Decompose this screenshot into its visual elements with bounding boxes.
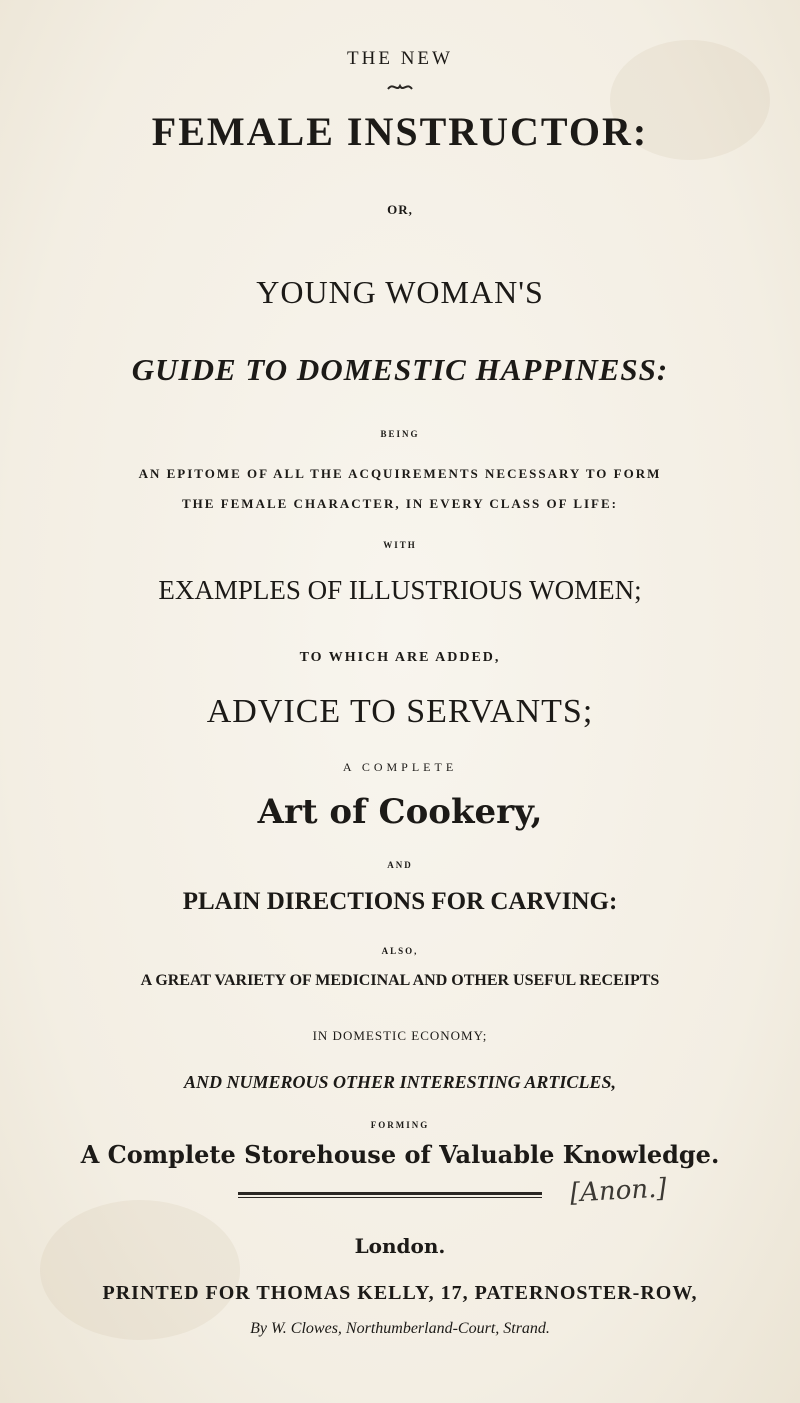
- london-label: London.: [354, 1234, 446, 1258]
- advice-heading: ADVICE TO SERVANTS;: [206, 693, 594, 730]
- the-new: THE NEW: [347, 48, 453, 69]
- with-label: WITH: [383, 540, 417, 550]
- also-label: ALSO,: [381, 946, 419, 956]
- ornament-icon: [386, 80, 414, 94]
- a-complete: A COMPLETE: [342, 760, 458, 774]
- plain-directions: PLAIN DIRECTIONS FOR CARVING:: [182, 888, 618, 915]
- and-label: AND: [387, 860, 413, 870]
- examples-heading: EXAMPLES OF ILLUSTRIOUS WOMEN;: [158, 575, 642, 605]
- great-variety: A GREAT VARIETY OF MEDICINAL AND OTHER USEFUL RECEIPTS: [140, 972, 660, 989]
- main-title: FEMALE INSTRUCTOR:: [151, 109, 649, 154]
- being-label: BEING: [380, 429, 420, 439]
- numerous-articles: AND NUMEROUS OTHER INTERESTING ARTICLES,: [184, 1072, 616, 1092]
- or-label: OR,: [387, 202, 413, 217]
- printer-line: By W. Clowes, Northumberland-Court, Strand.: [250, 1320, 550, 1337]
- handwritten-annotation: [Anon.]: [569, 1173, 668, 1209]
- printed-for: PRINTED FOR THOMAS KELLY, 17, PATERNOSTER-ROW,: [102, 1282, 698, 1304]
- storehouse-line: A Complete Storehouse of Valuable Knowledge.: [80, 1140, 720, 1169]
- young-womans: YOUNG WOMAN'S: [256, 274, 544, 310]
- art-of-cookery: Art of Cookery,: [257, 792, 543, 832]
- divider-rule-thin: [238, 1197, 542, 1198]
- in-domestic-economy: IN DOMESTIC ECONOMY;: [312, 1028, 488, 1043]
- paper-stain: [40, 1200, 240, 1340]
- to-which-added: TO WHICH ARE ADDED,: [299, 650, 501, 665]
- forming-label: FORMING: [370, 1120, 430, 1130]
- guide-title: GUIDE TO DOMESTIC HAPPINESS:: [131, 352, 669, 387]
- epitome-line-2: THE FEMALE CHARACTER, IN EVERY CLASS OF LIFE:: [181, 496, 618, 511]
- divider-rule: [238, 1192, 542, 1195]
- epitome-line-1: AN EPITOME OF ALL THE ACQUIREMENTS NECESSARY TO FORM: [138, 466, 662, 481]
